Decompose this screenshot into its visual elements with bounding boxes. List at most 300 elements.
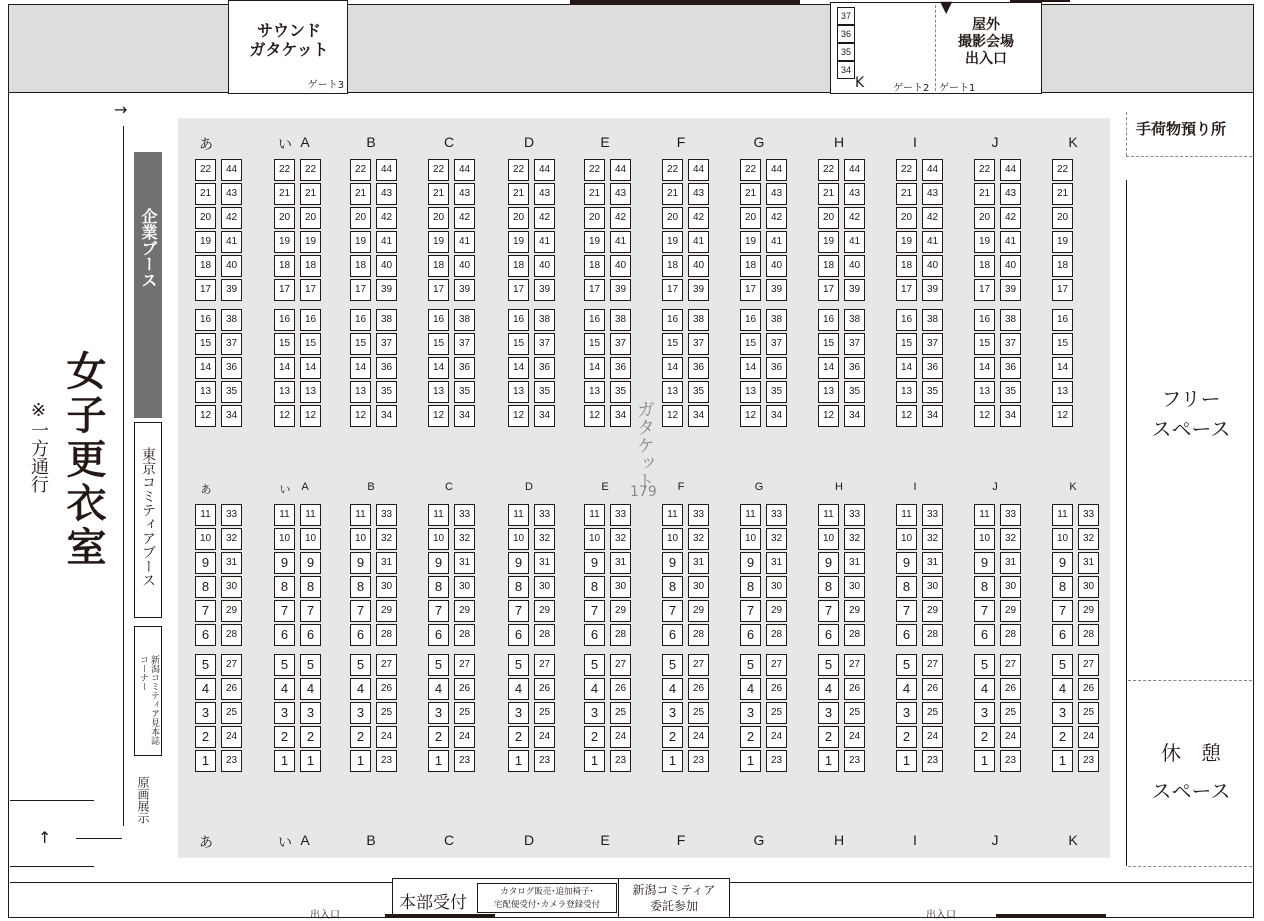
booth-cell[interactable]: 33	[534, 504, 555, 526]
booth-cell[interactable]: 2	[974, 726, 995, 748]
booth-cell[interactable]: 43	[922, 183, 943, 205]
booth-cell[interactable]: 20	[740, 207, 761, 229]
booth-cell[interactable]: 27	[610, 654, 631, 676]
booth-cell[interactable]: 32	[844, 528, 865, 550]
booth-cell[interactable]: 25	[844, 702, 865, 724]
booth-cell[interactable]: 14	[428, 357, 449, 379]
booth-cell[interactable]: 32	[610, 528, 631, 550]
booth-cell[interactable]: 7	[818, 600, 839, 622]
booth-cell[interactable]: 19	[350, 231, 371, 253]
booth-cell[interactable]: 16	[350, 309, 371, 331]
booth-cell[interactable]: 43	[844, 183, 865, 205]
booth-cell[interactable]: 28	[376, 624, 397, 646]
booth-cell[interactable]: 22	[350, 159, 371, 181]
booth-cell[interactable]: 42	[688, 207, 709, 229]
booth-cell[interactable]: 30	[221, 576, 242, 598]
booth-cell[interactable]: 22	[300, 159, 321, 181]
booth-cell[interactable]: 37	[688, 333, 709, 355]
booth-cell[interactable]: 27	[1078, 654, 1099, 676]
booth-cell[interactable]: 17	[300, 279, 321, 301]
booth-cell[interactable]: 37	[1000, 333, 1021, 355]
booth-cell[interactable]: 39	[221, 279, 242, 301]
booth-cell[interactable]: 25	[766, 702, 787, 724]
booth-cell[interactable]: 2	[818, 726, 839, 748]
booth-cell[interactable]: 2	[896, 726, 917, 748]
booth-cell[interactable]: 6	[195, 624, 216, 646]
booth-cell[interactable]: 27	[844, 654, 865, 676]
booth-cell[interactable]: 26	[610, 678, 631, 700]
booth-cell[interactable]: 4	[350, 678, 371, 700]
booth-cell[interactable]: 36	[610, 357, 631, 379]
booth-cell[interactable]: 25	[1078, 702, 1099, 724]
booth-cell[interactable]: 44	[1000, 159, 1021, 181]
booth-cell[interactable]: 32	[688, 528, 709, 550]
booth-cell[interactable]: 7	[1052, 600, 1073, 622]
booth-cell[interactable]: 37	[454, 333, 475, 355]
booth-cell[interactable]: 33	[454, 504, 475, 526]
booth-cell[interactable]: 30	[1000, 576, 1021, 598]
booth-cell[interactable]: 31	[1000, 552, 1021, 574]
booth-cell[interactable]: 37	[376, 333, 397, 355]
booth-cell[interactable]: 33	[688, 504, 709, 526]
booth-cell[interactable]: 30	[844, 576, 865, 598]
booth-cell[interactable]: 42	[922, 207, 943, 229]
booth-cell[interactable]: 1	[974, 750, 995, 772]
booth-cell[interactable]: 21	[974, 183, 995, 205]
booth-cell[interactable]: 16	[508, 309, 529, 331]
booth-cell[interactable]: 3	[818, 702, 839, 724]
booth-cell[interactable]: 24	[922, 726, 943, 748]
booth-cell[interactable]: 21	[1052, 183, 1073, 205]
booth-cell[interactable]: 34	[610, 405, 631, 427]
booth-cell[interactable]: 21	[662, 183, 683, 205]
booth-cell[interactable]: 29	[1078, 600, 1099, 622]
booth-cell[interactable]: 39	[688, 279, 709, 301]
booth-cell[interactable]: 29	[454, 600, 475, 622]
booth-cell[interactable]: 29	[610, 600, 631, 622]
booth-cell[interactable]: 36	[766, 357, 787, 379]
booth-cell[interactable]: 26	[534, 678, 555, 700]
booth-cell[interactable]: 1	[818, 750, 839, 772]
booth-cell[interactable]: 29	[844, 600, 865, 622]
booth-cell[interactable]: 9	[1052, 552, 1073, 574]
booth-cell[interactable]: 1	[896, 750, 917, 772]
booth-cell[interactable]: 10	[584, 528, 605, 550]
booth-cell[interactable]: 41	[534, 231, 555, 253]
booth-cell[interactable]: 30	[610, 576, 631, 598]
booth-cell[interactable]: 35	[534, 381, 555, 403]
booth-cell[interactable]: 25	[1000, 702, 1021, 724]
booth-cell[interactable]: 10	[974, 528, 995, 550]
booth-cell[interactable]: 19	[274, 231, 295, 253]
booth-cell[interactable]: 15	[896, 333, 917, 355]
booth-cell[interactable]: 28	[688, 624, 709, 646]
booth-cell[interactable]: 3	[274, 702, 295, 724]
booth-cell[interactable]: 33	[610, 504, 631, 526]
booth-cell[interactable]: 15	[350, 333, 371, 355]
booth-cell[interactable]: 9	[195, 552, 216, 574]
booth-cell[interactable]: 15	[508, 333, 529, 355]
booth-cell[interactable]: 33	[766, 504, 787, 526]
booth-cell[interactable]: 7	[274, 600, 295, 622]
booth-cell[interactable]: 9	[350, 552, 371, 574]
booth-cell[interactable]: 7	[508, 600, 529, 622]
booth-cell[interactable]: 22	[508, 159, 529, 181]
booth-cell[interactable]: 17	[274, 279, 295, 301]
booth-cell[interactable]: 11	[662, 504, 683, 526]
booth-cell[interactable]: 41	[221, 231, 242, 253]
booth-cell[interactable]: 10	[740, 528, 761, 550]
booth-cell[interactable]: 31	[688, 552, 709, 574]
booth-cell[interactable]: 12	[584, 405, 605, 427]
booth-cell[interactable]: 5	[896, 654, 917, 676]
booth-cell[interactable]: 20	[195, 207, 216, 229]
booth-cell[interactable]: 35	[221, 381, 242, 403]
booth-cell[interactable]: 2	[300, 726, 321, 748]
booth-cell[interactable]: 43	[688, 183, 709, 205]
booth-cell[interactable]: 23	[454, 750, 475, 772]
booth-cell[interactable]: 22	[818, 159, 839, 181]
booth-cell[interactable]: 26	[376, 678, 397, 700]
booth-cell[interactable]: 15	[300, 333, 321, 355]
booth-cell[interactable]: 32	[1078, 528, 1099, 550]
booth-cell[interactable]: 28	[454, 624, 475, 646]
booth-cell[interactable]: 2	[662, 726, 683, 748]
booth-cell[interactable]: 9	[300, 552, 321, 574]
booth-cell[interactable]: 4	[300, 678, 321, 700]
booth-cell[interactable]: 11	[428, 504, 449, 526]
booth-cell[interactable]: 43	[1000, 183, 1021, 205]
booth-cell[interactable]: 22	[974, 159, 995, 181]
booth-cell[interactable]: 15	[740, 333, 761, 355]
booth-cell[interactable]: 8	[974, 576, 995, 598]
booth-cell[interactable]: 13	[195, 381, 216, 403]
booth-cell[interactable]: 25	[376, 702, 397, 724]
booth-cell[interactable]: 11	[974, 504, 995, 526]
booth-cell[interactable]: 1	[300, 750, 321, 772]
booth-cell[interactable]: 31	[844, 552, 865, 574]
booth-cell[interactable]: 37	[610, 333, 631, 355]
booth-cell[interactable]: 21	[300, 183, 321, 205]
booth-cell[interactable]: 1	[350, 750, 371, 772]
booth-cell[interactable]: 25	[922, 702, 943, 724]
booth-cell[interactable]: 16	[974, 309, 995, 331]
booth-cell[interactable]: 33	[844, 504, 865, 526]
booth-cell[interactable]: 22	[428, 159, 449, 181]
booth-cell[interactable]: 38	[688, 309, 709, 331]
booth-cell[interactable]: 8	[1052, 576, 1073, 598]
booth-cell[interactable]: 33	[221, 504, 242, 526]
booth-cell[interactable]: 6	[274, 624, 295, 646]
booth-cell[interactable]: 34	[1000, 405, 1021, 427]
booth-cell[interactable]: 7	[350, 600, 371, 622]
booth-cell[interactable]: 35	[922, 381, 943, 403]
booth-cell[interactable]: 19	[662, 231, 683, 253]
booth-cell[interactable]: 11	[818, 504, 839, 526]
booth-cell[interactable]: 20	[584, 207, 605, 229]
booth-cell[interactable]: 12	[350, 405, 371, 427]
booth-cell[interactable]: 5	[1052, 654, 1073, 676]
booth-cell[interactable]: 9	[662, 552, 683, 574]
booth-cell[interactable]: 13	[662, 381, 683, 403]
booth-cell[interactable]: 20	[428, 207, 449, 229]
booth-cell[interactable]: 15	[584, 333, 605, 355]
booth-cell[interactable]: 19	[508, 231, 529, 253]
booth-cell[interactable]: 20	[662, 207, 683, 229]
booth-cell[interactable]: 20	[974, 207, 995, 229]
booth-cell[interactable]: 10	[818, 528, 839, 550]
booth-cell[interactable]: 8	[818, 576, 839, 598]
booth-cell[interactable]: 18	[584, 255, 605, 277]
booth-cell[interactable]: 6	[584, 624, 605, 646]
booth-cell[interactable]: 8	[584, 576, 605, 598]
booth-cell[interactable]: 22	[584, 159, 605, 181]
booth-cell[interactable]: 23	[844, 750, 865, 772]
booth-cell[interactable]: 27	[766, 654, 787, 676]
booth-cell[interactable]: 10	[1052, 528, 1073, 550]
booth-cell[interactable]: 7	[300, 600, 321, 622]
booth-cell[interactable]: 40	[454, 255, 475, 277]
booth-cell[interactable]: 2	[195, 726, 216, 748]
booth-cell[interactable]: 38	[534, 309, 555, 331]
booth-cell[interactable]: 18	[508, 255, 529, 277]
booth-cell[interactable]: 32	[922, 528, 943, 550]
booth-cell[interactable]: 32	[221, 528, 242, 550]
booth-cell[interactable]: 15	[274, 333, 295, 355]
booth-cell[interactable]: 34	[844, 405, 865, 427]
booth-cell[interactable]: 7	[584, 600, 605, 622]
booth-cell[interactable]: 26	[454, 678, 475, 700]
booth-cell[interactable]: 26	[844, 678, 865, 700]
booth-cell[interactable]: 21	[274, 183, 295, 205]
booth-cell[interactable]: 11	[1052, 504, 1073, 526]
booth-cell[interactable]: 18	[740, 255, 761, 277]
booth-cell[interactable]: 1	[428, 750, 449, 772]
booth-cell[interactable]: 40	[688, 255, 709, 277]
booth-cell[interactable]: 40	[844, 255, 865, 277]
booth-cell[interactable]: 7	[740, 600, 761, 622]
booth-cell[interactable]: 12	[662, 405, 683, 427]
booth-cell[interactable]: 12	[195, 405, 216, 427]
booth-cell[interactable]: 40	[610, 255, 631, 277]
booth-cell[interactable]: 19	[896, 231, 917, 253]
booth-cell[interactable]: 40	[534, 255, 555, 277]
booth-cell[interactable]: 6	[662, 624, 683, 646]
booth-cell[interactable]: 26	[1000, 678, 1021, 700]
booth-cell[interactable]: 28	[922, 624, 943, 646]
booth-cell[interactable]: 12	[974, 405, 995, 427]
booth-cell[interactable]: 41	[688, 231, 709, 253]
booth-cell[interactable]: 13	[584, 381, 605, 403]
booth-cell[interactable]: 28	[610, 624, 631, 646]
booth-cell[interactable]: 19	[818, 231, 839, 253]
booth-cell[interactable]: 15	[818, 333, 839, 355]
booth-cell[interactable]: 27	[454, 654, 475, 676]
booth-cell[interactable]: 28	[534, 624, 555, 646]
booth-cell[interactable]: 23	[766, 750, 787, 772]
booth-cell[interactable]: 32	[1000, 528, 1021, 550]
booth-cell[interactable]: 14	[195, 357, 216, 379]
booth-cell[interactable]: 26	[688, 678, 709, 700]
booth-cell[interactable]: 15	[974, 333, 995, 355]
booth-cell[interactable]: 17	[740, 279, 761, 301]
booth-cell[interactable]: 8	[662, 576, 683, 598]
booth-cell[interactable]: 6	[428, 624, 449, 646]
booth-cell[interactable]: 36	[844, 357, 865, 379]
booth-cell[interactable]: 36	[688, 357, 709, 379]
booth-cell[interactable]: 19	[300, 231, 321, 253]
booth-cell[interactable]: 32	[766, 528, 787, 550]
booth-cell[interactable]: 25	[221, 702, 242, 724]
booth-cell[interactable]: 38	[766, 309, 787, 331]
booth-cell[interactable]: 32	[534, 528, 555, 550]
booth-cell[interactable]: 13	[300, 381, 321, 403]
booth-cell[interactable]: 39	[1000, 279, 1021, 301]
booth-cell[interactable]: 35	[610, 381, 631, 403]
booth-cell[interactable]: 42	[534, 207, 555, 229]
booth-cell[interactable]: 34	[454, 405, 475, 427]
booth-cell[interactable]: 8	[274, 576, 295, 598]
booth-cell[interactable]: 31	[376, 552, 397, 574]
booth-cell[interactable]: 3	[662, 702, 683, 724]
booth-cell[interactable]: 23	[221, 750, 242, 772]
booth-cell[interactable]: 14	[1052, 357, 1073, 379]
booth-cell[interactable]: 12	[1052, 405, 1073, 427]
booth-cell[interactable]: 30	[376, 576, 397, 598]
booth-cell[interactable]: 33	[376, 504, 397, 526]
booth-cell[interactable]: 8	[428, 576, 449, 598]
booth-cell[interactable]: 44	[922, 159, 943, 181]
booth-cell[interactable]: 20	[350, 207, 371, 229]
booth-cell[interactable]: 16	[428, 309, 449, 331]
booth-cell[interactable]: 19	[1052, 231, 1073, 253]
booth-cell[interactable]: 2	[350, 726, 371, 748]
booth-cell[interactable]: 43	[610, 183, 631, 205]
booth-cell[interactable]: 28	[221, 624, 242, 646]
booth-cell[interactable]: 6	[740, 624, 761, 646]
booth-cell[interactable]: 42	[454, 207, 475, 229]
booth-cell[interactable]: 15	[195, 333, 216, 355]
booth-cell[interactable]: 5	[584, 654, 605, 676]
booth-cell[interactable]: 31	[766, 552, 787, 574]
booth-cell[interactable]: 11	[300, 504, 321, 526]
booth-cell[interactable]: 11	[195, 504, 216, 526]
booth-cell[interactable]: 4	[662, 678, 683, 700]
booth-cell[interactable]: 9	[740, 552, 761, 574]
booth-cell[interactable]: 9	[428, 552, 449, 574]
booth-cell[interactable]: 26	[922, 678, 943, 700]
booth-cell[interactable]: 40	[221, 255, 242, 277]
booth-cell[interactable]: 15	[662, 333, 683, 355]
booth-cell[interactable]: 7	[195, 600, 216, 622]
booth-cell[interactable]: 36	[922, 357, 943, 379]
booth-cell[interactable]: 27	[534, 654, 555, 676]
booth-cell[interactable]: 1	[1052, 750, 1073, 772]
booth-cell[interactable]: 9	[584, 552, 605, 574]
booth-cell[interactable]: 37	[221, 333, 242, 355]
booth-cell[interactable]: 39	[534, 279, 555, 301]
booth-cell[interactable]: 28	[844, 624, 865, 646]
booth-cell[interactable]: 41	[1000, 231, 1021, 253]
booth-cell[interactable]: 22	[1052, 159, 1073, 181]
booth-cell[interactable]: 2	[508, 726, 529, 748]
booth-cell[interactable]: 18	[1052, 255, 1073, 277]
booth-cell[interactable]: 26	[766, 678, 787, 700]
booth-cell[interactable]: 35	[376, 381, 397, 403]
booth-cell[interactable]: 18	[896, 255, 917, 277]
booth-cell[interactable]: 30	[454, 576, 475, 598]
booth-cell[interactable]: 8	[195, 576, 216, 598]
booth-cell[interactable]: 36	[534, 357, 555, 379]
booth-cell[interactable]: 21	[508, 183, 529, 205]
booth-cell[interactable]: 21	[428, 183, 449, 205]
booth-cell[interactable]: 12	[740, 405, 761, 427]
booth-cell[interactable]: 24	[454, 726, 475, 748]
booth-cell[interactable]: 42	[1000, 207, 1021, 229]
booth-cell[interactable]: 24	[376, 726, 397, 748]
booth-cell[interactable]: 44	[454, 159, 475, 181]
booth-cell[interactable]: 9	[974, 552, 995, 574]
booth-cell[interactable]: 31	[1078, 552, 1099, 574]
booth-cell[interactable]: 25	[534, 702, 555, 724]
booth-cell[interactable]: 32	[454, 528, 475, 550]
booth-cell[interactable]: 23	[1000, 750, 1021, 772]
booth-cell[interactable]: 10	[508, 528, 529, 550]
booth-cell[interactable]: 5	[740, 654, 761, 676]
booth-cell[interactable]: 37	[922, 333, 943, 355]
booth-cell[interactable]: 43	[766, 183, 787, 205]
booth-cell[interactable]: 40	[766, 255, 787, 277]
booth-cell[interactable]: 21	[896, 183, 917, 205]
booth-cell[interactable]: 31	[221, 552, 242, 574]
booth-cell[interactable]: 17	[974, 279, 995, 301]
booth-cell[interactable]: 36	[454, 357, 475, 379]
booth-cell[interactable]: 43	[534, 183, 555, 205]
booth-cell[interactable]: 14	[300, 357, 321, 379]
booth-cell[interactable]: 6	[974, 624, 995, 646]
booth-cell[interactable]: 9	[508, 552, 529, 574]
booth-cell[interactable]: 38	[221, 309, 242, 331]
booth-cell[interactable]: 40	[922, 255, 943, 277]
booth-cell[interactable]: 5	[974, 654, 995, 676]
booth-cell[interactable]: 10	[428, 528, 449, 550]
booth-cell[interactable]: 30	[766, 576, 787, 598]
booth-cell[interactable]: 38	[376, 309, 397, 331]
booth-cell[interactable]: 22	[662, 159, 683, 181]
booth-cell[interactable]: 18	[974, 255, 995, 277]
booth-cell[interactable]: 24	[1078, 726, 1099, 748]
booth-cell[interactable]: 16	[195, 309, 216, 331]
booth-cell[interactable]: 35	[766, 381, 787, 403]
booth-cell[interactable]: 22	[896, 159, 917, 181]
booth-cell[interactable]: 18	[428, 255, 449, 277]
booth-cell[interactable]: 5	[195, 654, 216, 676]
booth-cell[interactable]: 40	[376, 255, 397, 277]
booth-cell[interactable]: 29	[922, 600, 943, 622]
booth-cell[interactable]: 13	[350, 381, 371, 403]
booth-cell[interactable]: 26	[1078, 678, 1099, 700]
booth-cell[interactable]: 3	[1052, 702, 1073, 724]
booth-cell[interactable]: 10	[350, 528, 371, 550]
booth-cell[interactable]: 2	[740, 726, 761, 748]
booth-cell[interactable]: 19	[740, 231, 761, 253]
booth-cell[interactable]: 14	[896, 357, 917, 379]
booth-cell[interactable]: 31	[922, 552, 943, 574]
booth-cell[interactable]: 41	[922, 231, 943, 253]
booth-cell[interactable]: 37	[534, 333, 555, 355]
booth-cell[interactable]: 13	[508, 381, 529, 403]
booth-cell[interactable]: 19	[974, 231, 995, 253]
